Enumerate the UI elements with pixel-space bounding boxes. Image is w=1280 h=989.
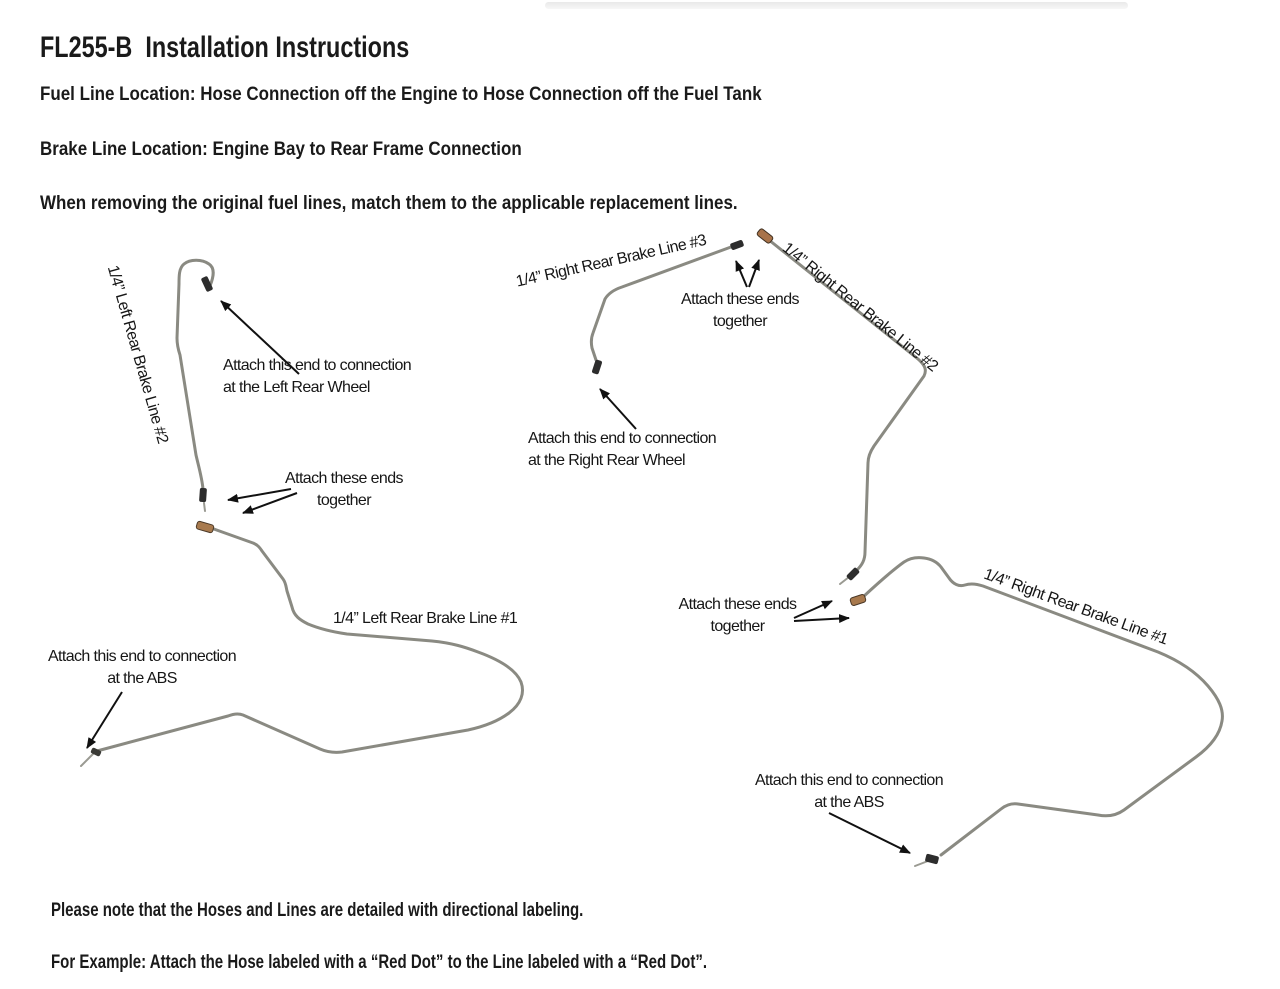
label-left-rear-brake-line-2: 1/4” Left Rear Brake Line #2 [103,263,171,446]
callout-right-abs: Attach this end to connection at the ABS [754,772,944,811]
dark-fitting [199,488,207,502]
callout-right-wheel: Attach this end to connection at the Right Rear Wheel [528,430,717,469]
arrow-to-left-abs-end [87,692,122,748]
footer-note-line-1: Please note that the Hoses and Lines are detailed with directional labeling. [50,899,584,921]
dark-fitting [730,239,745,250]
brass-fitting [196,521,215,533]
callout-top-ends-together: Attach these ends together [681,291,799,330]
callout-left-abs: Attach this end to connection at the ABS [47,648,237,687]
tube-tail [204,503,205,511]
label-right-rear-brake-line-3: 1/4” Right Rear Brake Line #3 [514,231,708,291]
callout-left-ends-together: Attach these ends together [285,470,403,509]
brass-fitting [756,228,774,244]
fuel-line-location-heading: Fuel Line Location: Hose Connection off the Engine to Hose Connection off the Fuel Tank [40,83,762,105]
removal-instruction-heading: When removing the original fuel lines, match them to the applicable replacement lines. [40,192,738,214]
label-right-rear-brake-line-2: 1/4” Right Rear Brake Line #2 [779,239,941,376]
tube-tail [915,861,928,866]
tube-tail [81,752,95,766]
dark-fitting [925,854,940,865]
arrow-to-right-wheel-end [600,389,636,429]
left-rear-brake-line-1-tube [97,528,523,752]
callout-left-wheel: Attach this end to connection at the Left Rear Wheel [223,357,412,396]
page-title-text: FL255-B Installation Instructions [40,31,410,64]
brass-fitting [850,594,867,606]
label-left-rear-brake-line-1: 1/4” Left Rear Brake Line #1 [333,610,518,627]
label-right-rear-brake-line-1: 1/4” Right Rear Brake Line #1 [981,565,1170,649]
left-rear-brake-line-2-tube [177,260,213,489]
callout-mid-ends-together: Attach these ends together [678,596,797,635]
arrow-to-right-abs-end [829,813,910,853]
tube-tail [840,577,849,584]
footer-note-line-2: For Example: Attach the Hose labeled with a “Red Dot” to the Line labeled with a “Red Dot”. [50,951,707,973]
arrow-top-ends-b [749,260,759,287]
brake-line-location-heading: Brake Line Location: Engine Bay to Rear Frame Connection [40,138,522,160]
arrow-top-ends-a [736,261,747,287]
dark-fitting [592,359,603,374]
